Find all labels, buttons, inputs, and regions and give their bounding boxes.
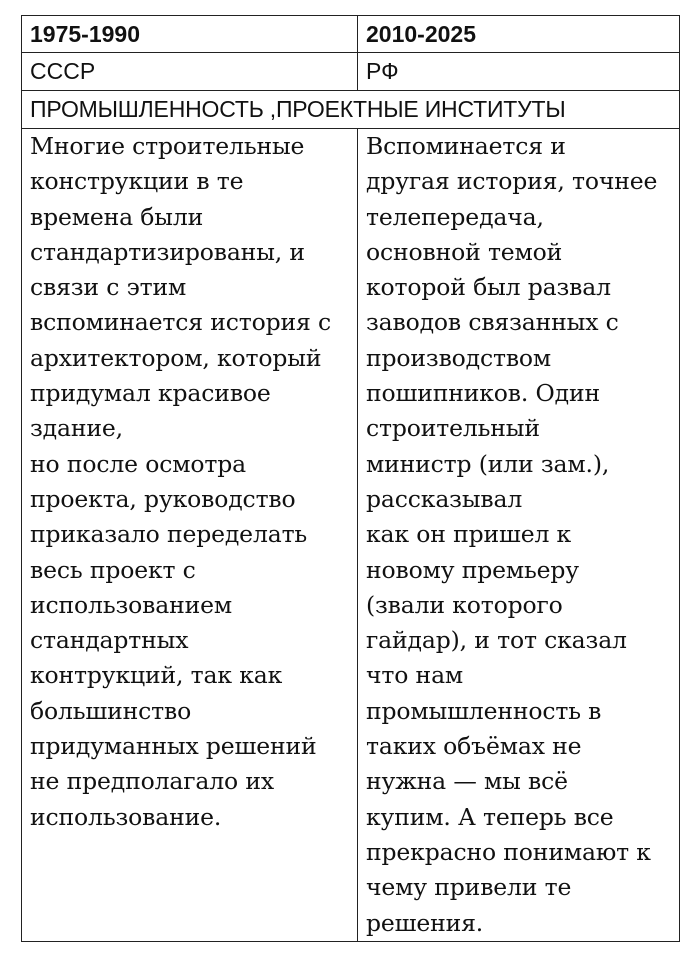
left-text-line: Многие строительные (30, 132, 305, 160)
left-text-line: придуманных решений (30, 732, 317, 761)
left-text-line: стандартизированы, и (30, 237, 305, 266)
left-text-line: весь проект с (30, 555, 196, 584)
country-left: СССР (22, 53, 358, 91)
left-text-line: проекта, руководство (30, 484, 296, 513)
right-text-line: заводов связанных с (366, 308, 619, 337)
right-text-line: телепередача, (366, 202, 544, 231)
left-text-line: большинство (30, 696, 192, 725)
right-text-line: строительный (366, 414, 540, 443)
left-text-line: использование. (30, 802, 222, 831)
left-text-line: связи с этим (30, 273, 187, 302)
country-right: РФ (358, 53, 680, 91)
right-text-line: другая история, точнее (366, 167, 658, 196)
content-row (22, 129, 680, 942)
topic-title: ПРОМЫШЛЕННОСТЬ ,ПРОЕКТНЫЕ ИНСТИТУТЫ (22, 91, 680, 129)
right-text-line: чему привели те (366, 873, 572, 902)
left-text-line: приказало переделать (30, 520, 308, 549)
header-right-period: 2010-2025 (358, 16, 680, 53)
header-left-period: 1975-1990 (22, 16, 358, 53)
right-text-line: которой был развал (366, 273, 611, 302)
left-text-line: времена были (30, 202, 204, 231)
left-text-line: стандартных (30, 626, 189, 655)
right-text-line: (звали которого (366, 590, 563, 619)
left-text-line: контрукций, так как (30, 661, 283, 690)
right-content-cell (358, 129, 680, 942)
header-row (22, 16, 680, 53)
right-text-line: решения. (366, 908, 484, 937)
left-text-line: придумал красивое (30, 379, 271, 408)
country-row (22, 53, 680, 91)
right-text-line: промышленность в (366, 696, 602, 725)
right-text-line: нужна — мы всё (366, 767, 568, 796)
right-text-line: купим. А теперь все (366, 802, 614, 831)
right-text-line: основной темой (366, 237, 563, 266)
left-text-line: здание, (30, 414, 123, 443)
right-text-line: рассказывал (366, 484, 523, 513)
left-content-cell (22, 129, 358, 942)
right-text-line: прекрасно понимают к (366, 837, 651, 866)
left-text-line: но после осмотра (30, 449, 246, 478)
right-text-line: таких объёмах не (366, 732, 582, 761)
right-text-line: Вспоминается и (366, 132, 566, 160)
comparison-table (21, 15, 680, 942)
right-text-line: гайдар), и тот сказал (366, 626, 627, 655)
left-text-line: использованием (30, 590, 232, 619)
right-text-line: пошипников. Один (366, 379, 600, 408)
right-text-line: министр (или зам.), (366, 449, 610, 478)
left-text-line: не предполагало их (30, 767, 274, 796)
right-text-line: что нам (366, 661, 464, 690)
topic-row (22, 91, 680, 129)
left-text-line: конструкции в те (30, 167, 244, 196)
right-text-line: производством (366, 343, 552, 372)
left-text-line: архитектором, который (30, 343, 322, 372)
right-text-line: новому премьеру (366, 555, 579, 584)
right-text-line: как он пришел к (366, 520, 572, 549)
left-text-line: вспоминается история с (30, 308, 332, 337)
